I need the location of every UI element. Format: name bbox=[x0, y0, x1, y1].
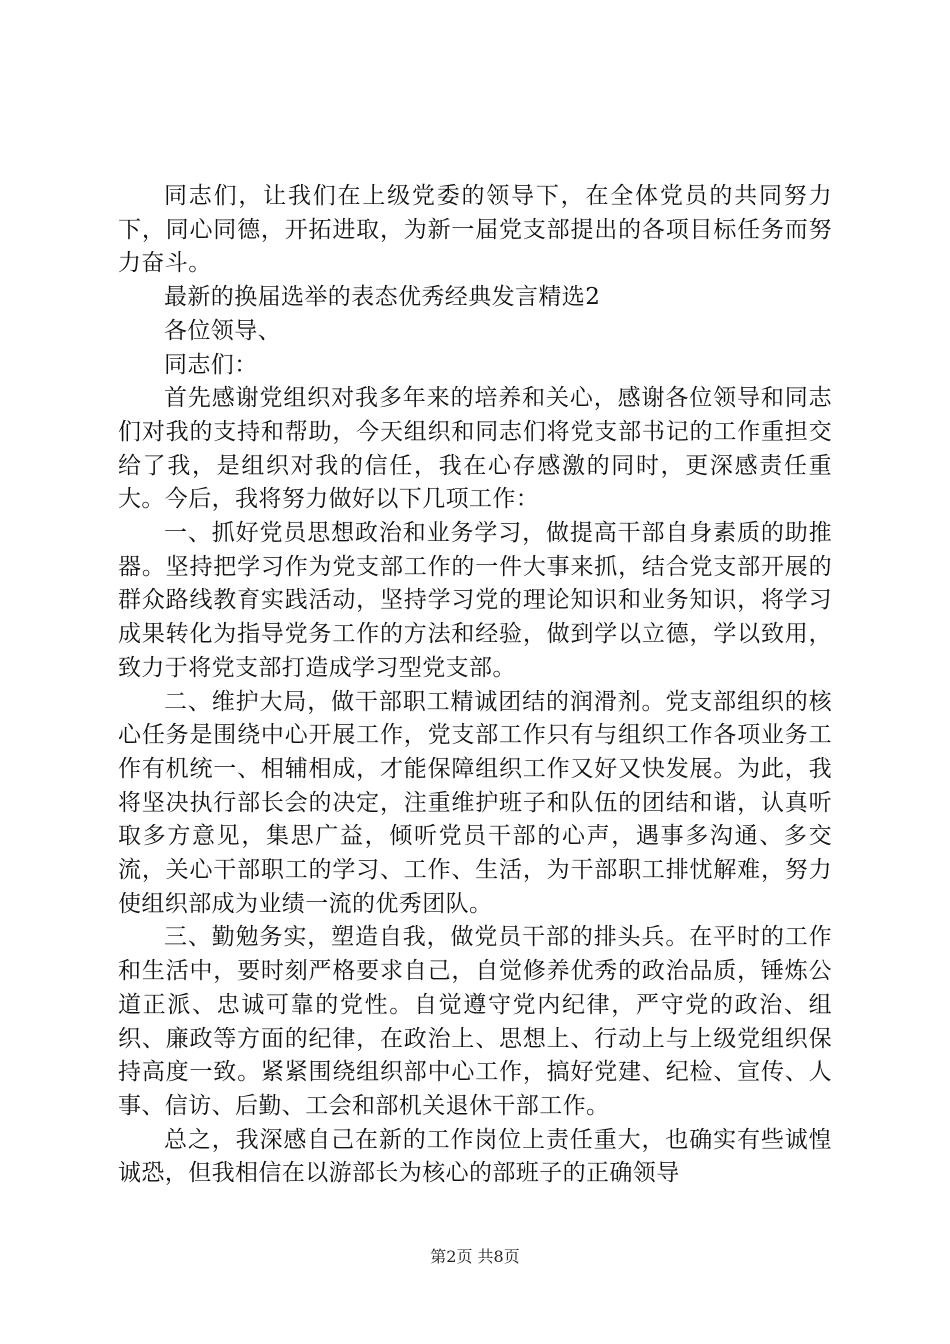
paragraph-conclusion: 总之，我深感自己在新的工作岗位上责任重大，也确实有些诚惶诚恐，但我相信在以游部长为核心的部班子的正确领导 bbox=[118, 1126, 832, 1187]
paragraph-thanks: 首先感谢党组织对我多年来的培养和关心，感谢各位领导和同志们对我的支持和帮助，今天组织和同志们将党支部书记的工作重担交给了我，是组织对我的信任，我在心存感激的同时，更深感责任重大。今后，我将努力做好以下几项工作： bbox=[118, 385, 832, 513]
paragraph-point-one: 一、抓好党员思想政治和业务学习，做提高干部自身素质的助推器。坚持把学习作为党支部工作的一件大事来抓，结合党支部开展的群众路线教育实践活动，坚持学习党的理论知识和业务知识，将学习成果转化为指导党务工作的方法和经验，做到学以立德，学以致用，致力于将党支部打造成学习型党支部。 bbox=[118, 520, 832, 681]
page-footer bbox=[0, 1244, 950, 1267]
page-number-label: 第2页 共8页 bbox=[430, 1247, 520, 1266]
paragraph-closing-call: 同志们，让我们在上级党委的领导下，在全体党员的共同努力下，同心同德，开拓进取，为新一届党支部提出的各项目标任务而努力奋斗。 bbox=[118, 183, 832, 277]
paragraph-point-three: 三、勤勉务实，塑造自我，做党员干部的排头兵。在平时的工作和生活中，要时刻严格要求自己，自觉修养优秀的政治品质，锤炼公道正派、忠诚可靠的党性。自觉遵守党内纪律，严守党的政治、组织、廉政等方面的纪律，在政治上、思想上、行动上与上级党组织保持高度一致。紧紧围绕组织部中心工作，搞好党建、纪检、宣传、人事、信访、后勤、工会和部机关退休干部工作。 bbox=[118, 924, 832, 1119]
document-body bbox=[118, 180, 832, 1191]
paragraph-point-two: 二、维护大局，做干部职工精诚团结的润滑剂。党支部组织的核心任务是围绕中心开展工作，党支部工作只有与组织工作各项业务工作有机统一、相辅相成，才能保障组织工作又好又快发展。为此，我将坚决执行部长会的决定，注重维护班子和队伍的团结和谐，认真听取多方意见，集思广益，倾听党员干部的心声，遇事多沟通、多交流，关心干部职工的学习、工作、生活，为干部职工排忧解难，努力使组织部成为业绩一流的优秀团队。 bbox=[118, 688, 832, 917]
paragraph-section-title: 最新的换届选举的表态优秀经典发言精选2 bbox=[164, 284, 601, 311]
paragraph-salutation-comrades: 同志们： bbox=[164, 351, 258, 378]
paragraph-salutation-leaders: 各位领导、 bbox=[164, 317, 281, 344]
